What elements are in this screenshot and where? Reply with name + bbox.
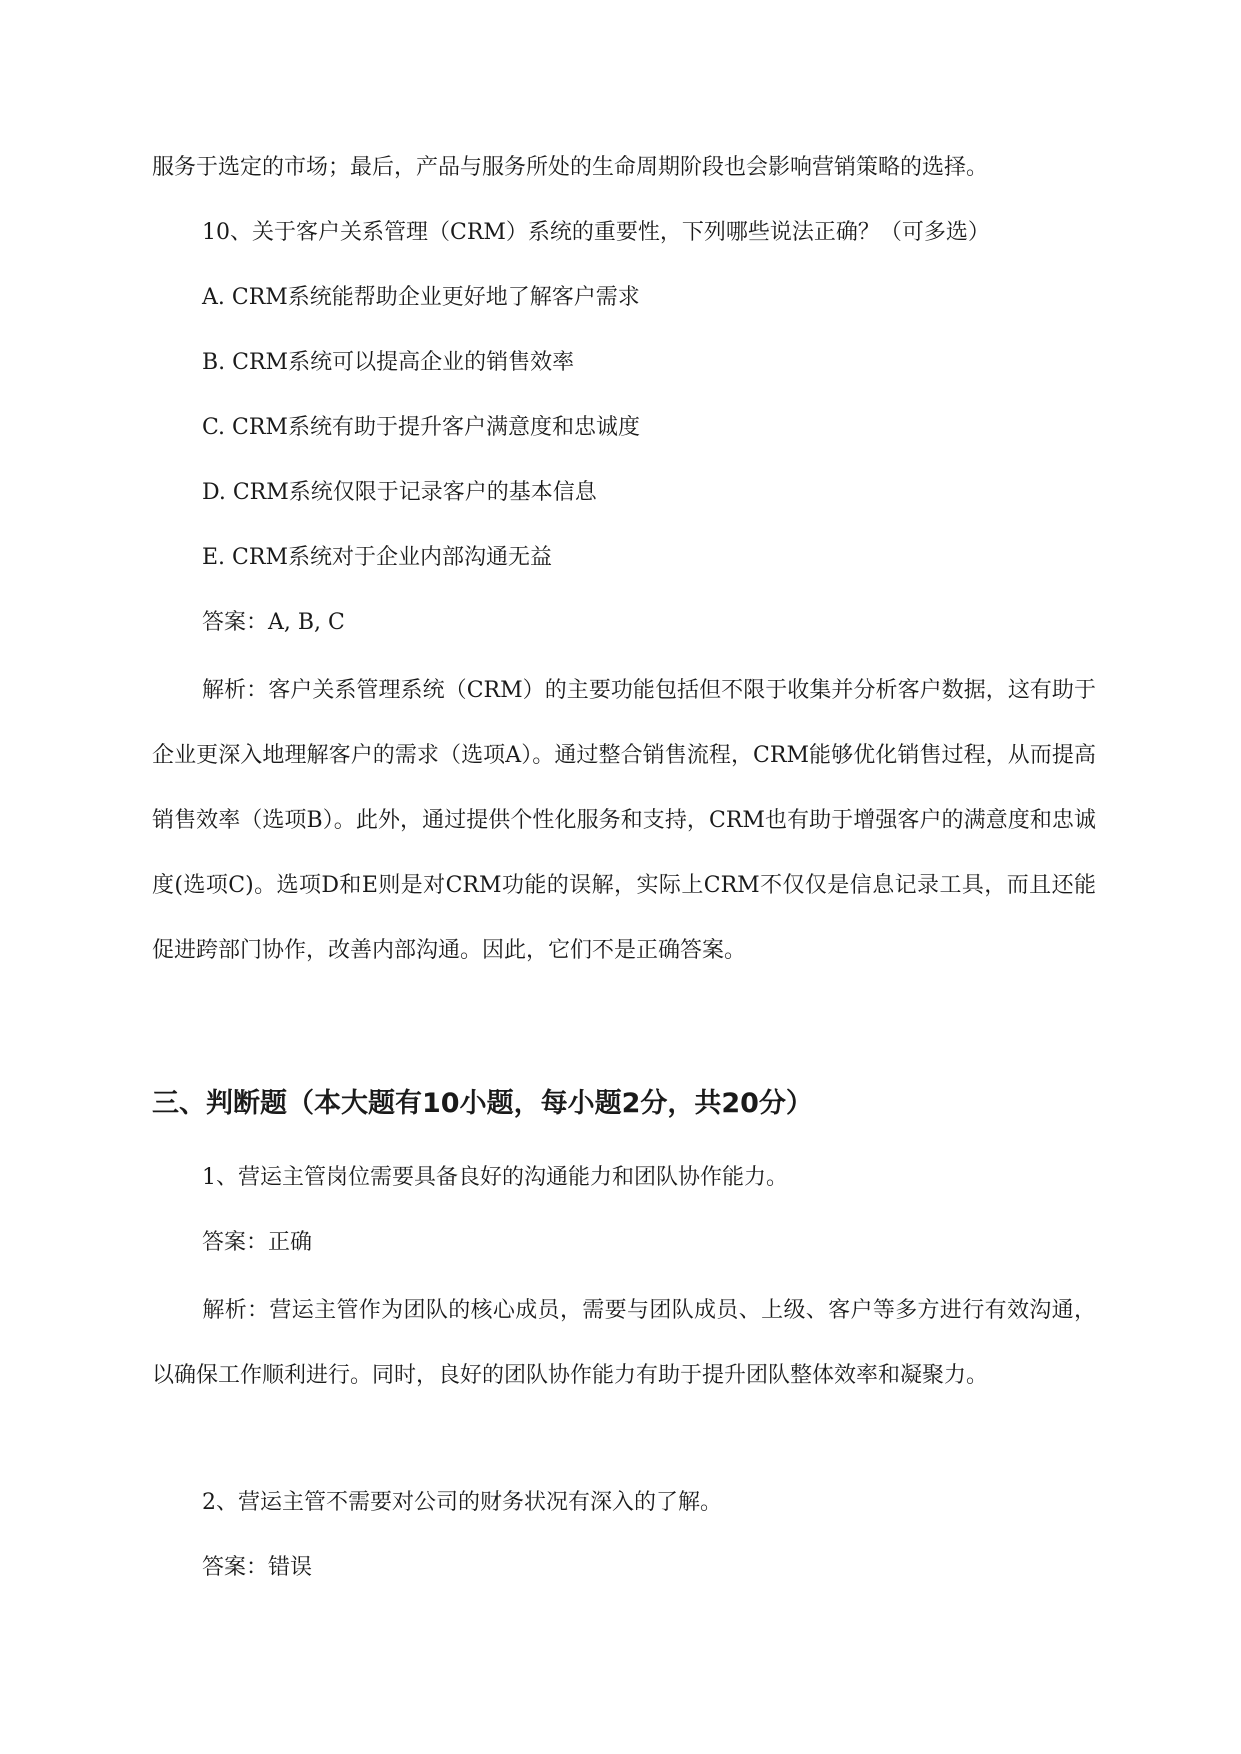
analysis-q10-text: 解析：客户关系管理系统（CRM）的主要功能包括但不限于收集并分析客户数据，这有助于企业更深入地理解客户的需求（选项A）。通过整合销售流程，CRM能够优化销售过程，从而提高销售效率（选项B）。此外，通过提供个性化服务和支持，CRM也有助于增强客户的满意度和忠诚度(选项C)。选项D和E则是对CRM功能的误解，实际上CRM不仅仅是信息记录工具，而且还能促进跨部门协作，改善内部沟通。因此，它们不是正确答案。	[152, 678, 1096, 963]
judge-answer-1: 答案：正确	[202, 1230, 313, 1255]
option-d: D. CRM系统仅限于记录客户的基本信息	[202, 480, 597, 505]
option-b: B. CRM系统可以提高企业的销售效率	[202, 350, 575, 375]
analysis-q10	[152, 658, 1096, 983]
section-heading: 三、判断题（本大题有10小题，每小题2分，共20分）	[152, 1088, 813, 1119]
judge-analysis-1	[152, 1278, 1096, 1408]
option-a: A. CRM系统能帮助企业更好地了解客户需求	[202, 285, 640, 310]
judge-question-1: 1、营运主管岗位需要具备良好的沟通能力和团队协作能力。	[202, 1165, 788, 1190]
question-10: 10、关于客户关系管理（CRM）系统的重要性，下列哪些说法正确？（可多选）	[202, 220, 990, 245]
option-c: C. CRM系统有助于提升客户满意度和忠诚度	[202, 415, 640, 440]
answer-q10: 答案：A, B, C	[202, 610, 345, 635]
judge-analysis-1-text: 解析：营运主管作为团队的核心成员，需要与团队成员、上级、客户等多方进行有效沟通，以确保工作顺利进行。同时，良好的团队协作能力有助于提升团队整体效率和凝聚力。	[152, 1298, 1096, 1388]
continuation-text: 服务于选定的市场；最后，产品与服务所处的生命周期阶段也会影响营销策略的选择。	[152, 155, 989, 180]
judge-question-2: 2、营运主管不需要对公司的财务状况有深入的了解。	[202, 1490, 722, 1515]
option-e: E. CRM系统对于企业内部沟通无益	[202, 545, 552, 570]
judge-answer-2: 答案：错误	[202, 1555, 313, 1580]
